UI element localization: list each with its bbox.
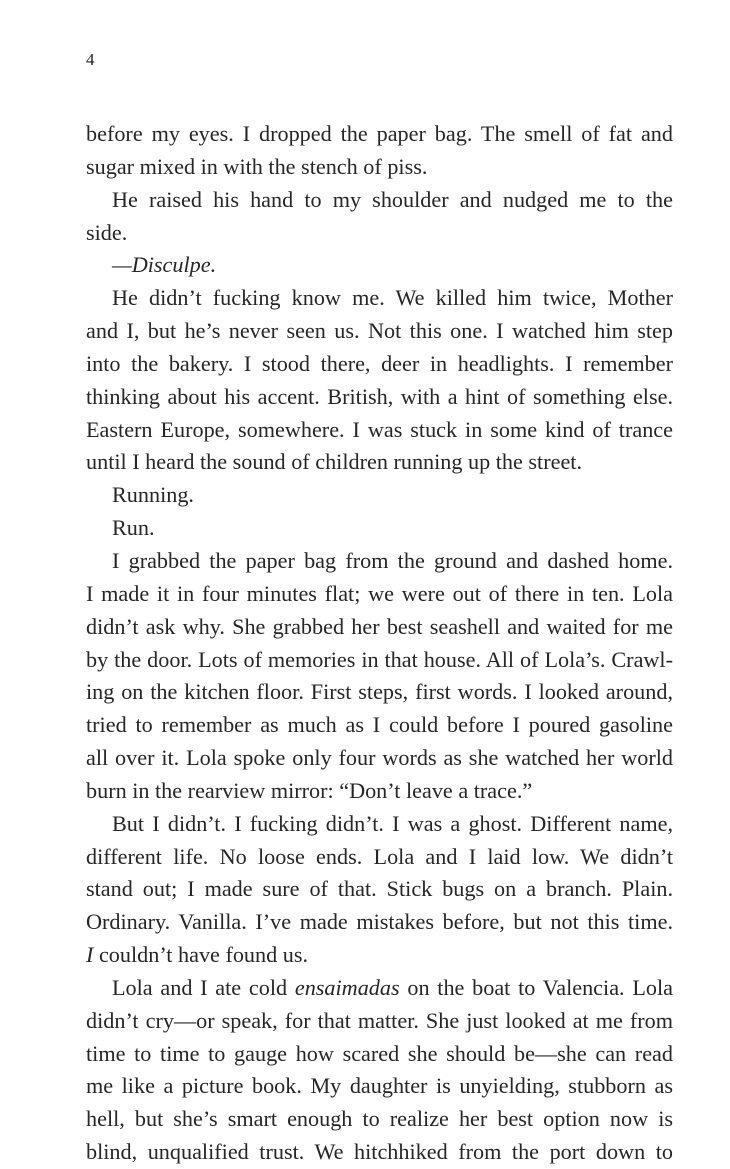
text-line	[86, 1136, 673, 1169]
text-segment: into the bakery. I stood there, deer in headlights. I remember	[86, 350, 673, 376]
text-segment: time to time to gauge how scared she should be—she can read	[86, 1040, 673, 1066]
text-segment: side.	[86, 219, 128, 245]
text-segment: all over it. Lola spoke only four words as she watched her world	[86, 745, 673, 771]
text-line	[86, 1038, 673, 1071]
text-segment: burn in the rearview mirror: “Don’t leave a trace.”	[86, 777, 533, 803]
text-segment: He raised his hand to my shoulder and nudged me to the	[112, 186, 673, 212]
text-line	[86, 841, 673, 874]
text-line	[86, 184, 673, 217]
text-line	[86, 1005, 673, 1038]
text-segment: Eastern Europe, somewhere. I was stuck in some kind of trance	[86, 416, 673, 442]
text-segment: tried to remember as much as I could before I poured gasoline	[86, 712, 673, 738]
text-segment: Ordinary. Vanilla. I’ve made mistakes before, but not this time.	[86, 909, 673, 935]
text-line	[86, 315, 673, 348]
text-line	[86, 446, 673, 479]
italic-text: —Disculpe.	[112, 252, 217, 278]
text-segment: on the boat to Valencia. Lola	[399, 974, 673, 1000]
text-line	[86, 217, 673, 250]
text-line	[86, 282, 673, 315]
text-segment: and I, but he’s never seen us. Not this one. I watched him step	[86, 318, 673, 344]
text-line	[86, 578, 673, 611]
text-segment: didn’t cry—or speak, for that matter. She just looked at me from	[86, 1007, 673, 1033]
italic-text: ensaimadas	[294, 974, 400, 1000]
text-segment: sugar mixed in with the stench of piss.	[86, 153, 428, 179]
text-line	[86, 939, 673, 972]
text-line	[86, 1070, 673, 1103]
italic-text: I	[86, 942, 94, 968]
text-line	[86, 118, 673, 151]
text-line	[86, 775, 673, 808]
text-line	[86, 906, 673, 939]
text-segment: me like a picture book. My daughter is unyielding, stubborn as	[86, 1073, 673, 1099]
text-line	[86, 545, 673, 578]
text-line	[86, 972, 673, 1005]
text-segment: stand out; I made sure of that. Stick bugs on a branch. Plain.	[86, 876, 673, 902]
text-line	[86, 644, 673, 677]
text-line	[86, 512, 673, 545]
text-line	[86, 808, 673, 841]
text-line	[86, 479, 673, 512]
text-line	[86, 611, 673, 644]
text-segment: until I heard the sound of children running up the street.	[86, 449, 583, 475]
text-line	[86, 873, 673, 906]
text-segment: thinking about his accent. British, with a hint of something else.	[86, 383, 673, 409]
text-segment: I made it in four minutes flat; we were out of there in ten. Lola	[86, 580, 673, 606]
text-line	[86, 1103, 673, 1136]
text-segment: ing on the kitchen floor. First steps, first words. I looked around,	[86, 679, 673, 705]
text-segment: different life. No loose ends. Lola and I laid low. We didn’t	[86, 843, 673, 869]
text-line	[86, 742, 673, 775]
text-segment: before my eyes. I dropped the paper bag. The smell of fat and	[86, 121, 673, 146]
text-segment: Running.	[112, 482, 194, 508]
text-segment: didn’t ask why. She grabbed her best seashell and waited for me	[86, 613, 673, 639]
text-segment: I grabbed the paper bag from the ground and dashed home.	[112, 547, 673, 573]
body-text	[86, 118, 673, 1169]
text-segment: couldn’t have found us.	[93, 942, 309, 968]
page-number: 4	[86, 50, 95, 69]
text-line	[86, 414, 673, 447]
text-segment: blind, unqualified trust. We hitchhiked from the port down to	[86, 1139, 673, 1165]
text-segment: Run.	[112, 515, 155, 541]
text-line	[86, 249, 673, 282]
text-segment: hell, but she’s smart enough to realize her best option now is	[86, 1106, 673, 1132]
text-line	[86, 709, 673, 742]
text-segment: But I didn’t. I fucking didn’t. I was a ghost. Different name,	[112, 810, 673, 836]
text-line	[86, 676, 673, 709]
text-segment: Lola and I ate cold	[112, 974, 295, 1000]
text-line	[86, 151, 673, 184]
text-line	[86, 381, 673, 414]
text-line	[86, 348, 673, 381]
text-segment: by the door. Lots of memories in that house. All of Lola’s. Crawl-	[86, 646, 673, 672]
text-segment: He didn’t fucking know me. We killed him twice, Mother	[112, 285, 673, 311]
